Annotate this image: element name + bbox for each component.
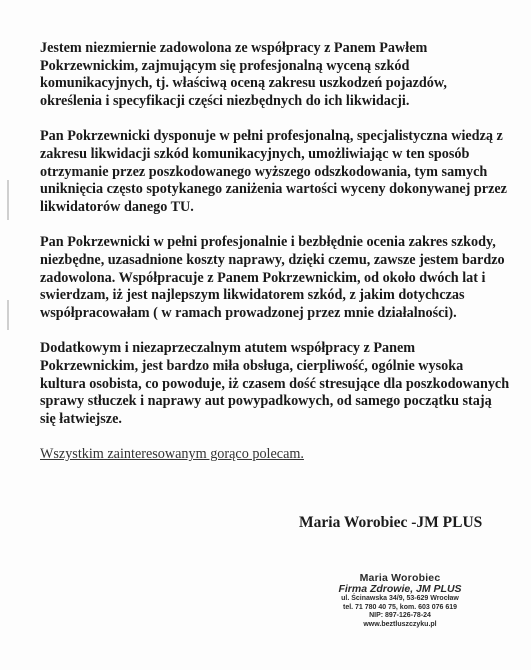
paragraph-4: Dodatkowym i niezaprzeczalnym atutem współpracy z Panem Pokrzewnickim, jest bardzo miła obsługa, cierpliwość, ogólnie wysoka kultura osobista, co powoduje, iż czasem dość stresujące dla poszkodowanych sprawy stłuczek i naprawy aut powypadkowych, od samego początku stają się łatwiejsze. bbox=[40, 340, 510, 427]
paragraph-3: Pan Pokrzewnicki w pełni profesjonalnie i bezbłędnie ocenia zakres szkody, niezbędne, uzasadnione koszty naprawy, dzięki czemu, zawsze jestem bardzo zadowolona. Współpracuje z Panem Pokrzewnickim, od około dwóch lat i swierdzam, iż jest najlepszym likwidatorem szkód, z jakim dotychczas współpracowałam ( w ramach prowadzonej przez mnie działalności). bbox=[40, 234, 505, 321]
page-left-edge-mark bbox=[7, 300, 9, 330]
stamp-firm: Firma Zdrowie, JM PLUS bbox=[338, 583, 462, 595]
stamp-nip: NIP: 897-126-78-24 bbox=[369, 612, 431, 619]
paragraph-1: Jestem niezmiernie zadowolona ze współpracy z Panem Pawłem Pokrzewnickim, zajmującym się profesjonalną wyceną szkód komunikacyjnych, tj. właściwą oceną zakresu uszkodzeń pojazdów, określenia i specyfikacji części niezbędnych do ich likwidacji. bbox=[40, 40, 447, 109]
stamp-website: www.beztluszczyku.pl bbox=[363, 620, 437, 628]
stamp-name: Maria Worobiec bbox=[359, 572, 441, 584]
stamp-address: ul. Ścinawska 34/9, 53-629 Wrocław bbox=[341, 595, 459, 602]
signature-line: Maria Worobiec -JM PLUS bbox=[299, 514, 483, 531]
company-stamp bbox=[300, 573, 500, 629]
closing-line: Wszystkim zainteresowanym gorąco polecam. bbox=[40, 446, 304, 463]
page-left-edge-mark bbox=[7, 180, 9, 220]
stamp-phone: tel. 71 780 40 75, kom. 603 076 619 bbox=[342, 603, 458, 611]
letter-body bbox=[40, 40, 510, 464]
paragraph-2: Pan Pokrzewnicki dysponuje w pełni profesjonalną, specjalistyczna wiedzą z zakresu likwidacji szkód komunikacyjnych, umożliwiając w ten sposób otrzymanie przez poszkodowanego wyższego odszkodowania, tym samych uniknięcia często spotykanego zaniżenia wartości wyceny dokonywanej przez likwidatorów danego TU. bbox=[40, 128, 507, 215]
